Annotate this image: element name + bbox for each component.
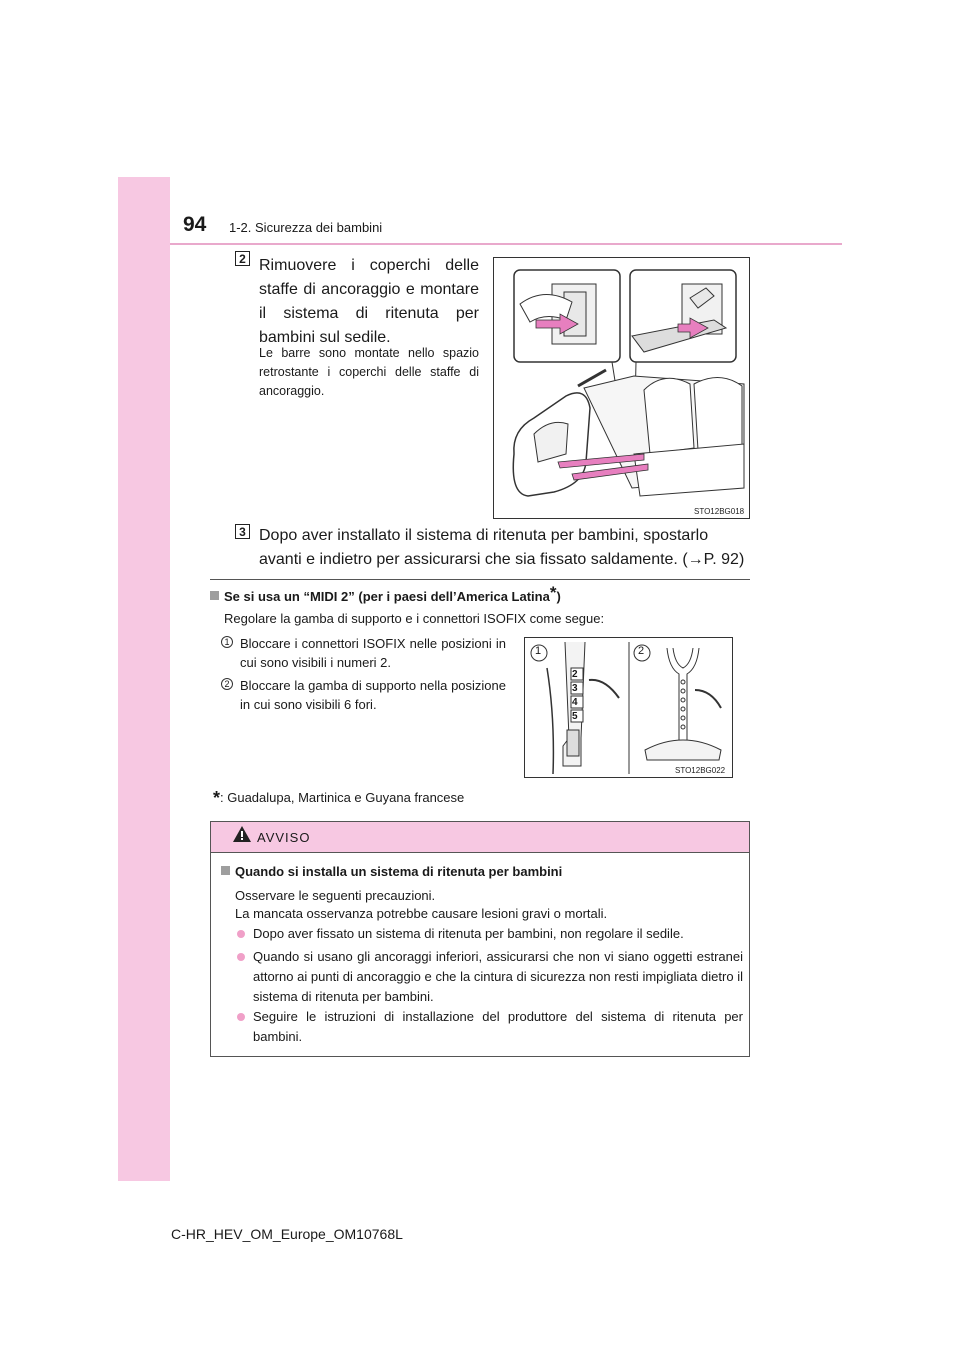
item-number-1: 1 (221, 636, 233, 648)
step-number-2: 2 (235, 251, 250, 266)
square-bullet-icon (210, 591, 219, 600)
square-bullet-icon (221, 866, 230, 875)
figure-label-2: 2 (638, 645, 645, 657)
step-number-3: 3 (235, 524, 250, 539)
connector-number-4: 4 (572, 697, 578, 708)
step-3-text: Dopo aver installato il sistema di ritenuta per bambini, spostarlo avanti e indietro per assicurarsi che sia fissato saldamente. (→P. 92) (259, 527, 745, 568)
warning-title: AVVISO (257, 830, 311, 845)
connector-number-3: 3 (572, 683, 578, 694)
section-divider (210, 579, 750, 580)
step-2-note: Le barre sono montate nello spazio retrostante i coperchi delle staffe di ancoraggio. (259, 346, 479, 398)
section-heading: Se si usa un “MIDI 2” (per i paesi dell’America Latina*) (210, 589, 561, 604)
figure-code: STO12BG022 (675, 766, 726, 775)
warning-triangle-icon (233, 826, 251, 842)
figure-label-1: 1 (535, 645, 542, 657)
footnote: *: Guadalupa, Martinica e Guyana francese (213, 788, 465, 808)
connector-number-5: 5 (572, 711, 578, 722)
step-2-text: Rimuovere i coperchi delle staffe di ancoraggio e montare il sistema di ritenuta per bambini sul sedile. (259, 257, 479, 346)
anchor-illustration (494, 258, 749, 518)
chapter-title: 1-2. Sicurezza dei bambini (229, 220, 383, 235)
warning-heading: Quando si installa un sistema di ritenuta per bambini (221, 864, 562, 879)
bullet-icon (237, 930, 245, 938)
header-rule (170, 243, 842, 245)
figure-code: STO12BG018 (694, 507, 745, 516)
warning-intro-1: Osservare le seguenti precauzioni. (235, 888, 436, 903)
page-number: 94 (183, 213, 207, 236)
warning-header (211, 822, 749, 853)
document-id: C-HR_HEV_OM_Europe_OM10768L (171, 1226, 403, 1242)
item-2-text: Bloccare la gamba di supporto nella posizione in cui sono visibili 6 fori. (240, 678, 506, 712)
item-1-text: Bloccare i connettori ISOFIX nelle posizioni in cui sono visibili i numeri 2. (240, 636, 506, 670)
warning-box (210, 821, 750, 1057)
figure-midi2 (524, 637, 733, 778)
warning-bullet-3: Seguire le istruzioni di installazione del produttore del sistema di ritenuta per bambini. (253, 1009, 743, 1044)
midi-illustration (525, 638, 732, 777)
warning-bullet-1: Dopo aver fissato un sistema di ritenuta per bambini, non regolare il sedile. (253, 926, 684, 941)
bullet-icon (237, 1013, 245, 1021)
figure-anchor-brackets (493, 257, 750, 519)
connector-number-2: 2 (572, 669, 578, 680)
section-subtitle: Regolare la gamba di supporto e i connettori ISOFIX come segue: (224, 611, 605, 626)
item-number-2: 2 (221, 678, 233, 690)
side-tab (118, 177, 170, 1181)
warning-intro-2: La mancata osservanza potrebbe causare lesioni gravi o mortali. (235, 906, 608, 921)
warning-bullet-2: Quando si usano gli ancoraggi inferiori, assicurarsi che non vi siano oggetti estranei attorno ai punti di ancoraggio e che la cintura di sicurezza non resti impigliata dietro il sistema di ritenuta per bambini. (253, 949, 743, 1004)
bullet-icon (237, 953, 245, 961)
